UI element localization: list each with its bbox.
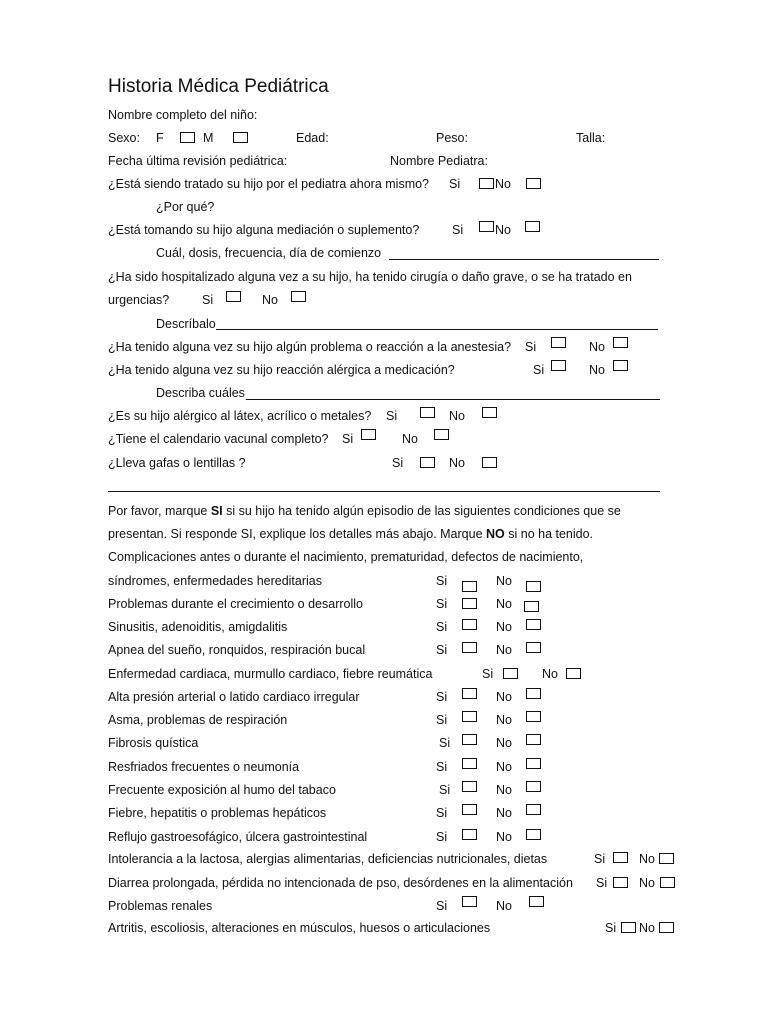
smoke-no-checkbox[interactable] — [526, 781, 541, 792]
q-latex-allergy: ¿Es su hijo alérgico al látex, acrílico o metales? — [108, 409, 372, 423]
heart-no-label: No — [542, 667, 558, 681]
describe-line[interactable] — [216, 329, 658, 330]
sex-label: Sexo: — [108, 131, 140, 145]
smoke-si-label: Si — [439, 783, 451, 797]
q-medication-si-label: Si — [452, 223, 464, 237]
heart-si-checkbox[interactable] — [503, 668, 518, 679]
q-vaccines: ¿Tiene el calendario vacunal completo? — [108, 432, 329, 446]
reflux-si-label: Si — [436, 830, 448, 844]
sinusitis-si-checkbox[interactable] — [462, 619, 477, 630]
colds-no-checkbox[interactable] — [526, 758, 541, 769]
condition-reflux: Reflujo gastroesofágico, úlcera gastrointestinal — [108, 830, 368, 844]
medication-details-label: Cuál, dosis, frecuencia, día de comienzo — [156, 246, 382, 260]
q-hospitalized-cont: urgencias? — [108, 293, 170, 307]
arthritis-no-label: No — [639, 921, 655, 935]
arthritis-si-checkbox[interactable] — [621, 922, 636, 933]
bp-si-checkbox[interactable] — [462, 688, 477, 699]
condition-syndromes: síndromes, enfermedades hereditarias — [108, 574, 323, 588]
sex-m-checkbox[interactable] — [233, 132, 248, 143]
fibrosis-si-checkbox[interactable] — [462, 734, 477, 745]
sinusitis-si-label: Si — [436, 620, 448, 634]
reflux-si-checkbox[interactable] — [462, 829, 477, 840]
q-vaccines-no-checkbox[interactable] — [434, 429, 449, 440]
condition-blood-pressure: Alta presión arterial o latido cardiaco irregular — [108, 690, 360, 704]
sex-m-label: M — [203, 131, 214, 145]
q-vaccines-si-checkbox[interactable] — [361, 429, 376, 440]
syndromes-si-label: Si — [436, 574, 448, 588]
fibrosis-no-checkbox[interactable] — [526, 734, 541, 745]
diarrhea-no-label: No — [639, 876, 655, 890]
hepatic-si-checkbox[interactable] — [462, 804, 477, 815]
condition-birth-complications: Complicaciones antes o durante el nacimiento, prematuridad, defectos de nacimiento, — [108, 550, 584, 564]
q-drug-allergy-no-checkbox[interactable] — [613, 360, 628, 371]
syndromes-no-label: No — [496, 574, 512, 588]
last-checkup-label: Fecha última revisión pediátrica: — [108, 154, 288, 168]
renal-si-label: Si — [436, 899, 448, 913]
age-label: Edad: — [296, 131, 329, 145]
heart-si-label: Si — [482, 667, 494, 681]
section-divider — [108, 491, 660, 492]
sinusitis-no-checkbox[interactable] — [526, 619, 541, 630]
q-anesthesia-no-label: No — [589, 340, 605, 354]
diarrhea-no-checkbox[interactable] — [660, 877, 675, 888]
condition-sleep-apnea: Apnea del sueño, ronquidos, respiración bucal — [108, 643, 366, 657]
growth-si-checkbox[interactable] — [462, 598, 477, 609]
growth-si-label: Si — [436, 597, 448, 611]
pediatrician-name-label: Nombre Pediatra: — [390, 154, 488, 168]
q-treated-no-checkbox[interactable] — [526, 178, 541, 189]
asthma-si-label: Si — [436, 713, 448, 727]
syndromes-si-checkbox[interactable] — [462, 581, 477, 592]
renal-no-checkbox[interactable] — [529, 896, 544, 907]
q-glasses-si-label: Si — [392, 456, 404, 470]
q-drug-allergy: ¿Ha tenido alguna vez su hijo reacción alérgica a medicación? — [108, 363, 455, 377]
condition-growth: Problemas durante el crecimiento o desarrollo — [108, 597, 363, 611]
instructions-line-1: Por favor, marque SI si su hijo ha tenido algún episodio de las siguientes condiciones que se — [108, 504, 621, 518]
apnea-no-checkbox[interactable] — [526, 642, 541, 653]
arthritis-si-label: Si — [605, 921, 617, 935]
q-latex-si-checkbox[interactable] — [420, 407, 435, 418]
hepatic-si-label: Si — [436, 806, 448, 820]
growth-no-checkbox[interactable] — [524, 601, 539, 612]
reflux-no-checkbox[interactable] — [526, 829, 541, 840]
child-name-label: Nombre completo del niño: — [108, 108, 258, 122]
diarrhea-si-label: Si — [596, 876, 608, 890]
renal-no-label: No — [496, 899, 512, 913]
smoke-si-checkbox[interactable] — [462, 781, 477, 792]
q-glasses-no-checkbox[interactable] — [482, 457, 497, 468]
q-glasses: ¿Lleva gafas o lentillas ? — [108, 456, 246, 470]
condition-arthritis: Artritis, escoliosis, alteraciones en músculos, huesos o articulaciones — [108, 921, 491, 935]
q-medication-si-checkbox[interactable] — [479, 221, 494, 232]
q-hospitalized-no-label: No — [262, 293, 278, 307]
q-drug-allergy-si-label: Si — [533, 363, 545, 377]
q-hospitalized: ¿Ha sido hospitalizado alguna vez a su hijo, ha tenido cirugía o daño grave, o se ha tratado en — [108, 270, 632, 284]
q-glasses-no-label: No — [449, 456, 465, 470]
q-treated-si-label: Si — [449, 177, 461, 191]
sinusitis-no-label: No — [496, 620, 512, 634]
renal-si-checkbox[interactable] — [462, 896, 477, 907]
condition-colds: Resfriados frecuentes o neumonía — [108, 760, 300, 774]
q-latex-si-label: Si — [386, 409, 398, 423]
q-vaccines-si-label: Si — [342, 432, 354, 446]
sex-f-label: F — [156, 131, 164, 145]
q-hospitalized-si-checkbox[interactable] — [226, 291, 241, 302]
q-anesthesia-si-checkbox[interactable] — [551, 337, 566, 348]
q-latex-no-checkbox[interactable] — [482, 407, 497, 418]
heart-no-checkbox[interactable] — [566, 668, 581, 679]
describe-which-label: Describa cuáles — [156, 386, 245, 400]
lactose-si-checkbox[interactable] — [613, 852, 628, 863]
fibrosis-no-label: No — [496, 736, 512, 750]
arthritis-no-checkbox[interactable] — [659, 922, 674, 933]
q-latex-no-label: No — [449, 409, 465, 423]
condition-hepatic: Fiebre, hepatitis o problemas hepáticos — [108, 806, 327, 820]
q-anesthesia-no-checkbox[interactable] — [613, 337, 628, 348]
instructions-line-2: presentan. Si responde SI, explique los detalles más abajo. Marque NO si no ha tenido. — [108, 527, 594, 541]
colds-si-label: Si — [436, 760, 448, 774]
syndromes-no-checkbox[interactable] — [526, 581, 541, 592]
q-treated-no-label: No — [495, 177, 511, 191]
q-drug-allergy-no-label: No — [589, 363, 605, 377]
condition-heart-disease: Enfermedad cardiaca, murmullo cardiaco, fiebre reumática — [108, 667, 433, 681]
q-anesthesia: ¿Ha tenido alguna vez su hijo algún problema o reacción a la anestesia? — [108, 340, 512, 354]
condition-lactose: Intolerancia a la lactosa, alergias alimentarias, deficiencias nutricionales, dietas — [108, 852, 548, 866]
condition-diarrhea: Diarrea prolongada, pérdida no intencionada de pso, desórdenes en la alimentación — [108, 876, 573, 890]
asthma-si-checkbox[interactable] — [462, 711, 477, 722]
bp-si-label: Si — [436, 690, 448, 704]
colds-si-checkbox[interactable] — [462, 758, 477, 769]
q-medication-no-label: No — [495, 223, 511, 237]
q-hospitalized-no-checkbox[interactable] — [291, 291, 306, 302]
apnea-no-label: No — [496, 643, 512, 657]
condition-smoke-exposure: Frecuente exposición al humo del tabaco — [108, 783, 336, 797]
height-label: Talla: — [576, 131, 606, 145]
lactose-no-checkbox[interactable] — [659, 853, 674, 864]
describe-which-line[interactable] — [246, 399, 660, 400]
condition-renal: Problemas renales — [108, 899, 213, 913]
q-medication: ¿Está tomando su hijo alguna mediación o suplemento? — [108, 223, 420, 237]
lactose-no-label: No — [639, 852, 655, 866]
asthma-no-checkbox[interactable] — [526, 711, 541, 722]
apnea-si-checkbox[interactable] — [462, 642, 477, 653]
describe-label: Descríbalo — [156, 317, 216, 331]
q-medication-no-checkbox[interactable] — [525, 221, 540, 232]
q-drug-allergy-si-checkbox[interactable] — [551, 360, 566, 371]
condition-cystic-fibrosis: Fibrosis quística — [108, 736, 199, 750]
hepatic-no-checkbox[interactable] — [526, 804, 541, 815]
fibrosis-si-label: Si — [439, 736, 451, 750]
colds-no-label: No — [496, 760, 512, 774]
smoke-no-label: No — [496, 783, 512, 797]
q-treated-now: ¿Está siendo tratado su hijo por el pediatra ahora mismo? — [108, 177, 430, 191]
bp-no-checkbox[interactable] — [526, 688, 541, 699]
q-anesthesia-si-label: Si — [525, 340, 537, 354]
bp-no-label: No — [496, 690, 512, 704]
q-why-label: ¿Por qué? — [156, 200, 215, 214]
diarrhea-si-checkbox[interactable] — [613, 877, 628, 888]
asthma-no-label: No — [496, 713, 512, 727]
form-title: Historia Médica Pediátrica — [108, 76, 329, 97]
q-hospitalized-si-label: Si — [202, 293, 214, 307]
apnea-si-label: Si — [436, 643, 448, 657]
weight-label: Peso: — [436, 131, 468, 145]
q-vaccines-no-label: No — [402, 432, 418, 446]
lactose-si-label: Si — [594, 852, 606, 866]
condition-sinusitis: Sinusitis, adenoiditis, amigdalitis — [108, 620, 288, 634]
sex-f-checkbox[interactable] — [180, 132, 195, 143]
condition-asthma: Asma, problemas de respiración — [108, 713, 288, 727]
reflux-no-label: No — [496, 830, 512, 844]
q-glasses-si-checkbox[interactable] — [420, 457, 435, 468]
growth-no-label: No — [496, 597, 512, 611]
hepatic-no-label: No — [496, 806, 512, 820]
q-treated-si-checkbox[interactable] — [479, 178, 494, 189]
medication-details-line[interactable] — [389, 259, 659, 260]
